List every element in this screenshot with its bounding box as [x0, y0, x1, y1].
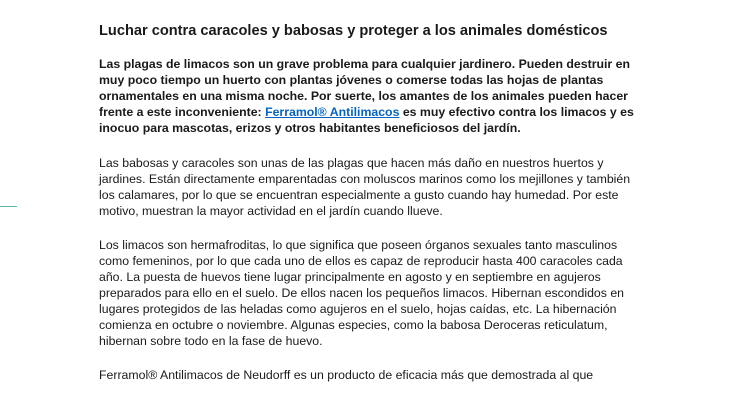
margin-mark	[0, 206, 17, 207]
document-title: Luchar contra caracoles y babosas y proteger a los animales domésticos	[99, 23, 608, 39]
lead-text-before-link: Las plagas de limacos son un grave problema para cualquier jardinero. Pueden destruir en muy poco tiempo un huerto con plantas jóvenes o comerse todas las hojas de plantas ornamentales en una misma noche. Por suerte, los amantes de los animales pueden hacer frente a este inconveniente:	[99, 57, 630, 119]
document-body	[99, 22, 647, 401]
body-paragraph: Ferramol® Antilimacos de Neudorff es un producto de eficacia más que demostrada al que	[99, 368, 594, 382]
body-paragraph: Los limacos son hermafroditas, lo que significa que poseen órganos sexuales tanto masculinos como femeninos, por lo que cada uno de ellos es capaz de reproducir hasta 400 caracoles cada año. La puesta de huevos tiene lugar principalmente en agosto y en septiembre en agujeros preparados para ello en el suelo. De ellos nacen los pequeños limacos. Hibernan escondidos en lugares protegidos de las heladas como agujeros en el suelo, hojas caídas, etc. La hibernación comienza en octubre o noviembre. Algunas especies, como la babosa Deroceras reticulatum, hibernan sobre todo en la fase de huevo.	[99, 238, 625, 348]
lead-paragraph	[99, 56, 647, 136]
product-link[interactable]: Ferramol® Antilimacos	[265, 105, 400, 119]
lead-text-after-link: es muy efectivo contra los limacos y es inocuo para mascotas, erizos y otros habitantes beneficiosos del jardín.	[99, 105, 634, 135]
body-paragraph: Las babosas y caracoles son unas de las plagas que hacen más daño en nuestros huertos y jardines. Están directamente emparentadas con moluscos marinos como los mejillones y también los calamares, por lo que se encuentran especialmente a gusto cuando hay humedad. Por este motivo, muestran la mayor actividad en el jardín cuando llueve.	[99, 156, 631, 218]
